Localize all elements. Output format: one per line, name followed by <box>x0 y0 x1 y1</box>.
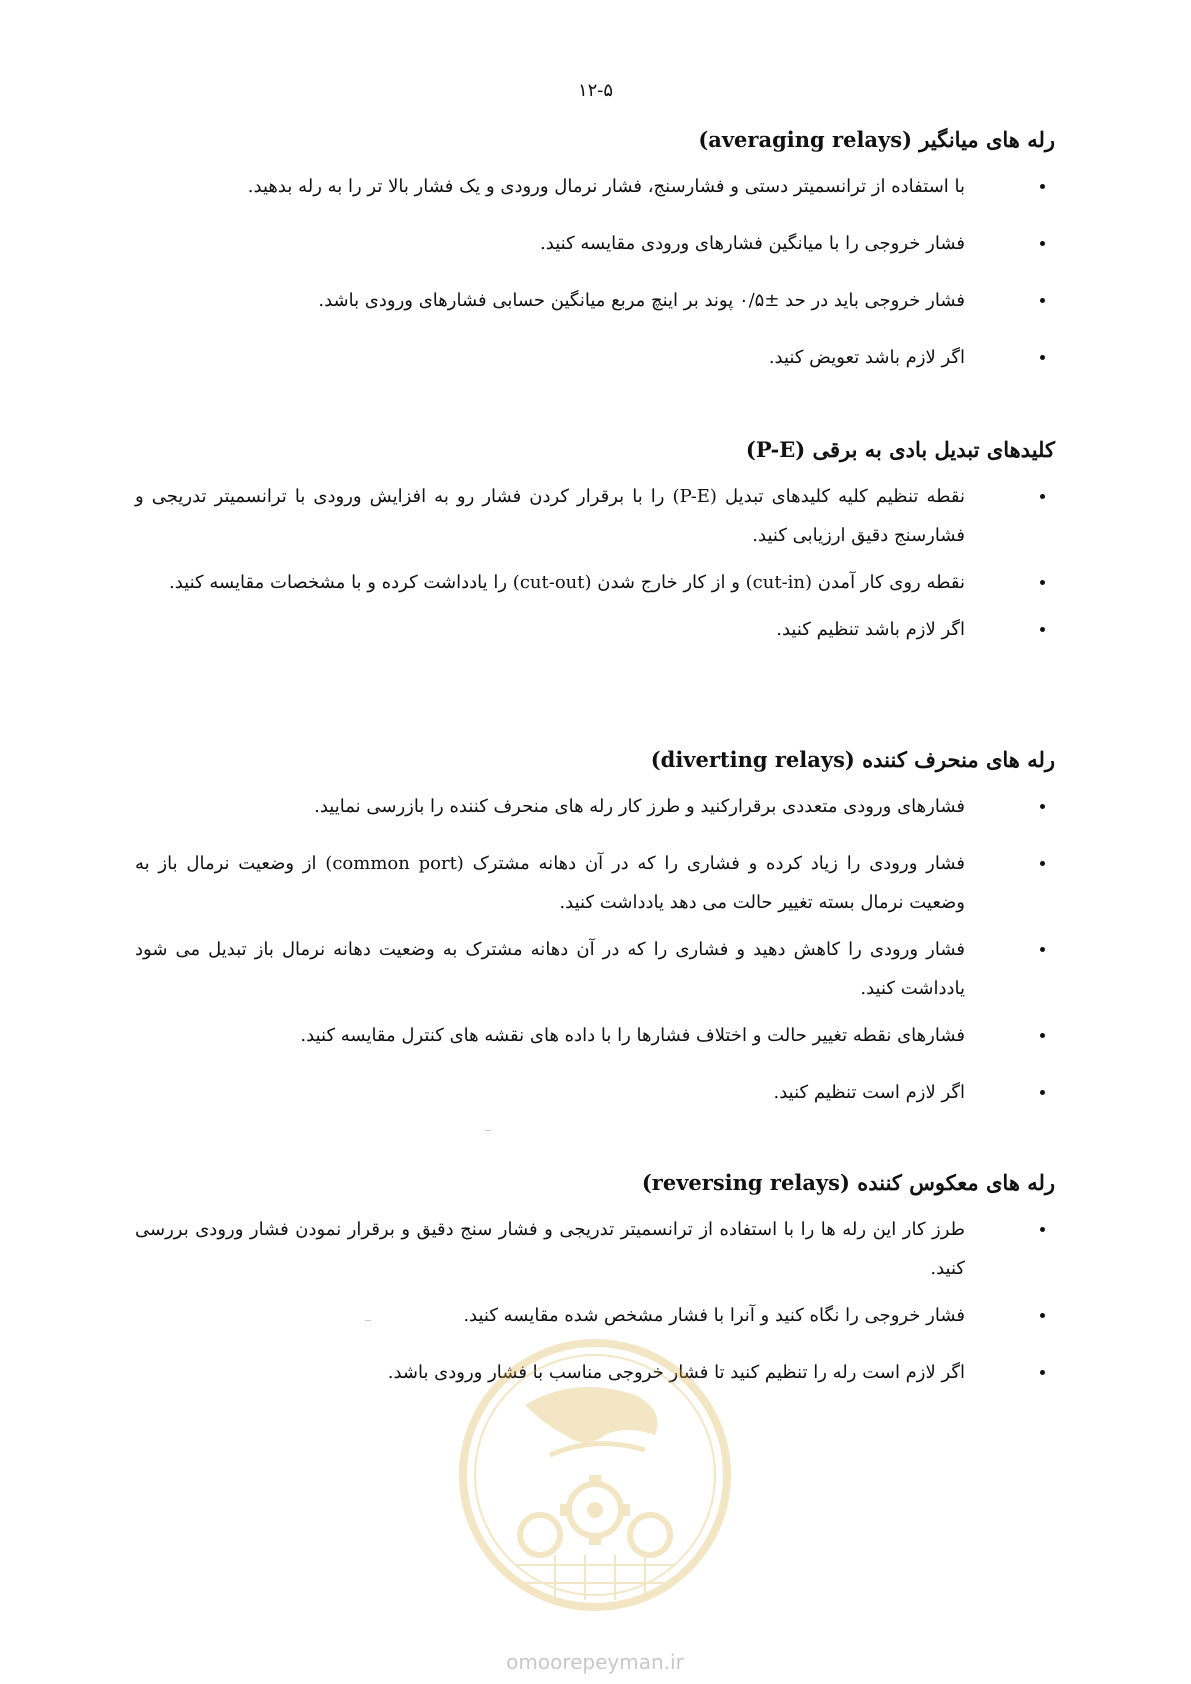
list-item <box>135 167 1055 206</box>
bullet-icon <box>1040 580 1045 585</box>
list-item-text: فشار خروجی را نگاه کنید و آنرا با فشار مشخص شده مقایسه کنید. <box>463 1305 965 1326</box>
bullet-list <box>135 477 1055 649</box>
scan-mark <box>365 1320 371 1321</box>
section-heading: رله های منحرف کننده (diverting relays) <box>650 747 1055 772</box>
list-item <box>135 610 1055 649</box>
bullet-icon <box>1040 494 1045 499</box>
list-item <box>135 338 1055 377</box>
section-heading: رله های معکوس کننده (reversing relays) <box>641 1170 1055 1195</box>
bullet-icon <box>1040 241 1045 246</box>
list-item-text: فشار خروجی را با میانگین فشارهای ورودی مقایسه کنید. <box>540 233 965 254</box>
list-item-text: فشارهای ورودی متعددی برقرارکنید و طرز کار رله های منحرف کننده را بازرسی نمایید. <box>314 796 965 817</box>
list-item <box>135 1296 1055 1335</box>
bullet-icon <box>1040 355 1045 360</box>
watermark-logo-icon <box>455 1335 735 1615</box>
list-item-text: فشار ورودی را کاهش دهید و فشاری را که در آن دهانه مشترک به وضعیت دهانه نرمال باز تبدیل می شود یادداشت کنید. <box>135 939 965 999</box>
bullet-icon <box>1040 861 1045 866</box>
bullet-icon <box>1040 627 1045 632</box>
list-item-text: طرز کار این رله ها را با استفاده از ترانسمیتر تدریجی و فشار سنج دقیق و برقرار نمودن فشار ورودی بررسی کنید. <box>135 1219 965 1279</box>
bullet-icon <box>1040 1227 1045 1232</box>
list-item-text: فشار خروجی باید در حد ±۰/۵ پوند بر اینچ مربع میانگین حسابی فشارهای ورودی باشد. <box>318 290 965 311</box>
list-item <box>135 1210 1055 1288</box>
bullet-icon <box>1040 298 1045 303</box>
bullet-icon <box>1040 947 1045 952</box>
watermark-url: omoorepeyman.ir <box>506 1650 684 1674</box>
list-item-text: فشارهای نقطه تغییر حالت و اختلاف فشارها را با داده های نقشه های کنترل مقایسه کنید. <box>300 1025 965 1046</box>
list-item-text: اگر لازم است رله را تنظیم کنید تا فشار خروجی مناسب با فشار ورودی باشد. <box>387 1362 965 1383</box>
list-item <box>135 1016 1055 1055</box>
list-item <box>135 224 1055 263</box>
list-item <box>135 787 1055 826</box>
section-diverting-relays <box>135 745 1055 1130</box>
list-item <box>135 844 1055 922</box>
section-heading: رله های میانگیر (averaging relays) <box>698 127 1055 152</box>
list-item-text: اگر لازم باشد تعویض کنید. <box>768 347 965 368</box>
bullet-icon <box>1040 1033 1045 1038</box>
bullet-list <box>135 787 1055 1112</box>
list-item <box>135 930 1055 1008</box>
bullet-icon <box>1040 184 1045 189</box>
bullet-icon <box>1040 1370 1045 1375</box>
bullet-icon <box>1040 1090 1045 1095</box>
list-item-text: فشار ورودی را زیاد کرده و فشاری را که در آن دهانه مشترک (common port) از وضعیت نرمال باز به وضعیت نرمال بسته تغییر حالت می دهد یادداشت کنید. <box>135 853 965 913</box>
list-item-text: اگر لازم باشد تنظیم کنید. <box>776 619 965 640</box>
bullet-icon <box>1040 1313 1045 1318</box>
list-item <box>135 477 1055 555</box>
list-item-text: نقطه روی کار آمدن (cut-in) و از کار خارج شدن (cut-out) را یادداشت کرده و با مشخصات مقایسه کنید. <box>169 572 965 593</box>
list-item <box>135 563 1055 602</box>
list-item-text: با استفاده از ترانسمیتر دستی و فشارسنج، فشار نرمال ورودی و یک فشار بالا تر را به رله بدهید. <box>247 176 965 197</box>
section-heading: کلیدهای تبدیل بادی به برقی (P-E) <box>745 437 1055 462</box>
scan-mark <box>485 1130 491 1131</box>
list-item-text: اگر لازم است تنظیم کنید. <box>773 1082 965 1103</box>
list-item-text: نقطه تنظیم کلیه کلیدهای تبدیل (P-E) را با برقرار کردن فشار رو به افزایش ورودی با ترانسمیتر تدریجی و فشارسنج دقیق ارزیابی کنید. <box>135 486 965 546</box>
bullet-icon <box>1040 804 1045 809</box>
page-number: ۱۲-۵ <box>577 80 614 101</box>
section-averaging-relays <box>135 125 1055 395</box>
section-pe-switches <box>135 435 1055 667</box>
bullet-list <box>135 167 1055 377</box>
list-item <box>135 1073 1055 1112</box>
list-item <box>135 281 1055 320</box>
